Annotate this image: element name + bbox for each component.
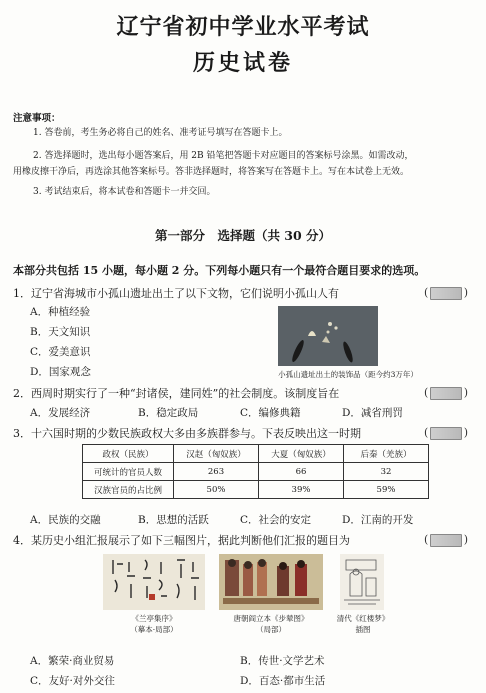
question-4-caption-2-line-2: （局部） — [256, 625, 286, 634]
question-4-caption-2-line-1: 唐朝阎立本《步辇图》 — [233, 614, 309, 623]
question-2-option-b: B．稳定政局 — [138, 407, 199, 419]
question-2-answer-box[interactable] — [430, 387, 462, 400]
question-1-answer-box[interactable] — [430, 287, 462, 300]
table-cell: 66 — [259, 463, 344, 481]
question-2-option-a: A．发展经济 — [30, 407, 91, 419]
question-1-option-b: B．天文知识 — [30, 326, 91, 338]
exam-subtitle: 历史试卷 — [192, 50, 293, 76]
table-cell: 汉族官员的占比例 — [83, 481, 174, 499]
table-row — [83, 463, 429, 481]
question-4-stem: 4．某历史小组汇报展示了如下三幅图片，据此判断他们汇报的题目为 — [13, 534, 350, 547]
ornaments-photo — [278, 306, 378, 366]
table-cell: 可统计的官员人数 — [83, 463, 174, 481]
question-4-answer-box[interactable] — [430, 534, 462, 547]
table-cell: 32 — [344, 463, 429, 481]
lanting-calligraphy-image — [103, 554, 205, 610]
question-4-option-d: D．百态·都市生活 — [240, 675, 326, 687]
table-header-cell: 大夏（匈奴族） — [259, 445, 344, 463]
question-4-option-b: B．传世·文学艺术 — [240, 655, 325, 667]
table-cell: 39% — [259, 481, 344, 499]
question-2-option-c: C．编修典籍 — [240, 407, 301, 419]
table-cell: 50% — [174, 481, 259, 499]
notice-item-3: 3. 考试结束后，将本试卷和答题卡一并交回。 — [33, 187, 216, 197]
section-intro: 本部分共包括 15 小题，每小题 2 分。下列每小题只有一个最符合题目要求的选项。 — [13, 264, 426, 277]
table-header-cell: 政权（民族） — [83, 445, 174, 463]
notice-item-1: 1. 答卷前，考生务必将自己的姓名、准考证号填写在答题卡上。 — [33, 128, 288, 138]
question-3-stem: 3．十六国时期的少数民族政权大多由多族群参与。下表反映出这一时期 — [13, 427, 361, 440]
question-2-stem: 2．西周时期实行了一种“封诸侯，建同姓”的社会制度。该制度旨在 — [13, 387, 340, 400]
table-header-cell: 汉赵（匈奴族） — [174, 445, 259, 463]
question-4-option-a: A．繁荣·商业贸易 — [30, 655, 115, 667]
question-2-option-d: D．减省刑罚 — [342, 407, 403, 419]
notice-item-2: 2. 答选择题时，选出每小题答案后，用 2B 铅笔把答题卡对应题目的答案标号涂黑。如需改动， — [33, 151, 414, 161]
question-1-option-a: A．种植经验 — [30, 306, 91, 318]
question-4-caption-3-line-2: 插图 — [355, 625, 371, 634]
question-3-answer-box[interactable] — [430, 427, 462, 440]
table-cell: 59% — [344, 481, 429, 499]
question-4-option-c: C．友好·对外交往 — [30, 675, 115, 687]
bunian-painting-image — [219, 554, 323, 610]
table-cell: 263 — [174, 463, 259, 481]
notice-item-2-cont: 用橡皮擦干净后，再选涂其他答案标号。答非选择题时，将答案写在答题卡上。写在本试卷上无效。 — [13, 167, 410, 177]
question-3-table — [82, 444, 429, 499]
question-3-option-d: D．江南的开发 — [342, 514, 414, 526]
question-4-caption-1-line-1: 《兰亭集序》 — [131, 614, 177, 623]
question-1-option-d: D．国家观念 — [30, 366, 91, 378]
question-4-caption-3-line-1: 清代《红楼梦》 — [336, 614, 390, 623]
question-3-option-c: C．社会的安定 — [240, 514, 312, 526]
hongloumeng-illustration-image — [340, 554, 384, 610]
question-4-caption-1-line-2: （摹本·局部） — [130, 625, 178, 634]
question-1-option-c: C．爱美意识 — [30, 346, 91, 358]
part-heading: 第一部分 选择题（共 30 分） — [154, 228, 332, 243]
table-row — [83, 481, 429, 499]
question-1-stem: 1．辽宁省海城市小孤山遗址出土了以下文物，它们说明小孤山人有 — [13, 287, 339, 300]
question-3-option-a: A．民族的交融 — [30, 514, 101, 526]
table-header-cell: 后秦（羌族） — [344, 445, 429, 463]
question-3-option-b: B．思想的活跃 — [138, 514, 209, 526]
notice-heading: 注意事项： — [13, 113, 61, 124]
exam-title: 辽宁省初中学业水平考试 — [116, 14, 370, 40]
question-1-caption: 小孤山遗址出土的装饰品（距今约3万年） — [278, 370, 418, 379]
table-header-row — [83, 445, 429, 463]
